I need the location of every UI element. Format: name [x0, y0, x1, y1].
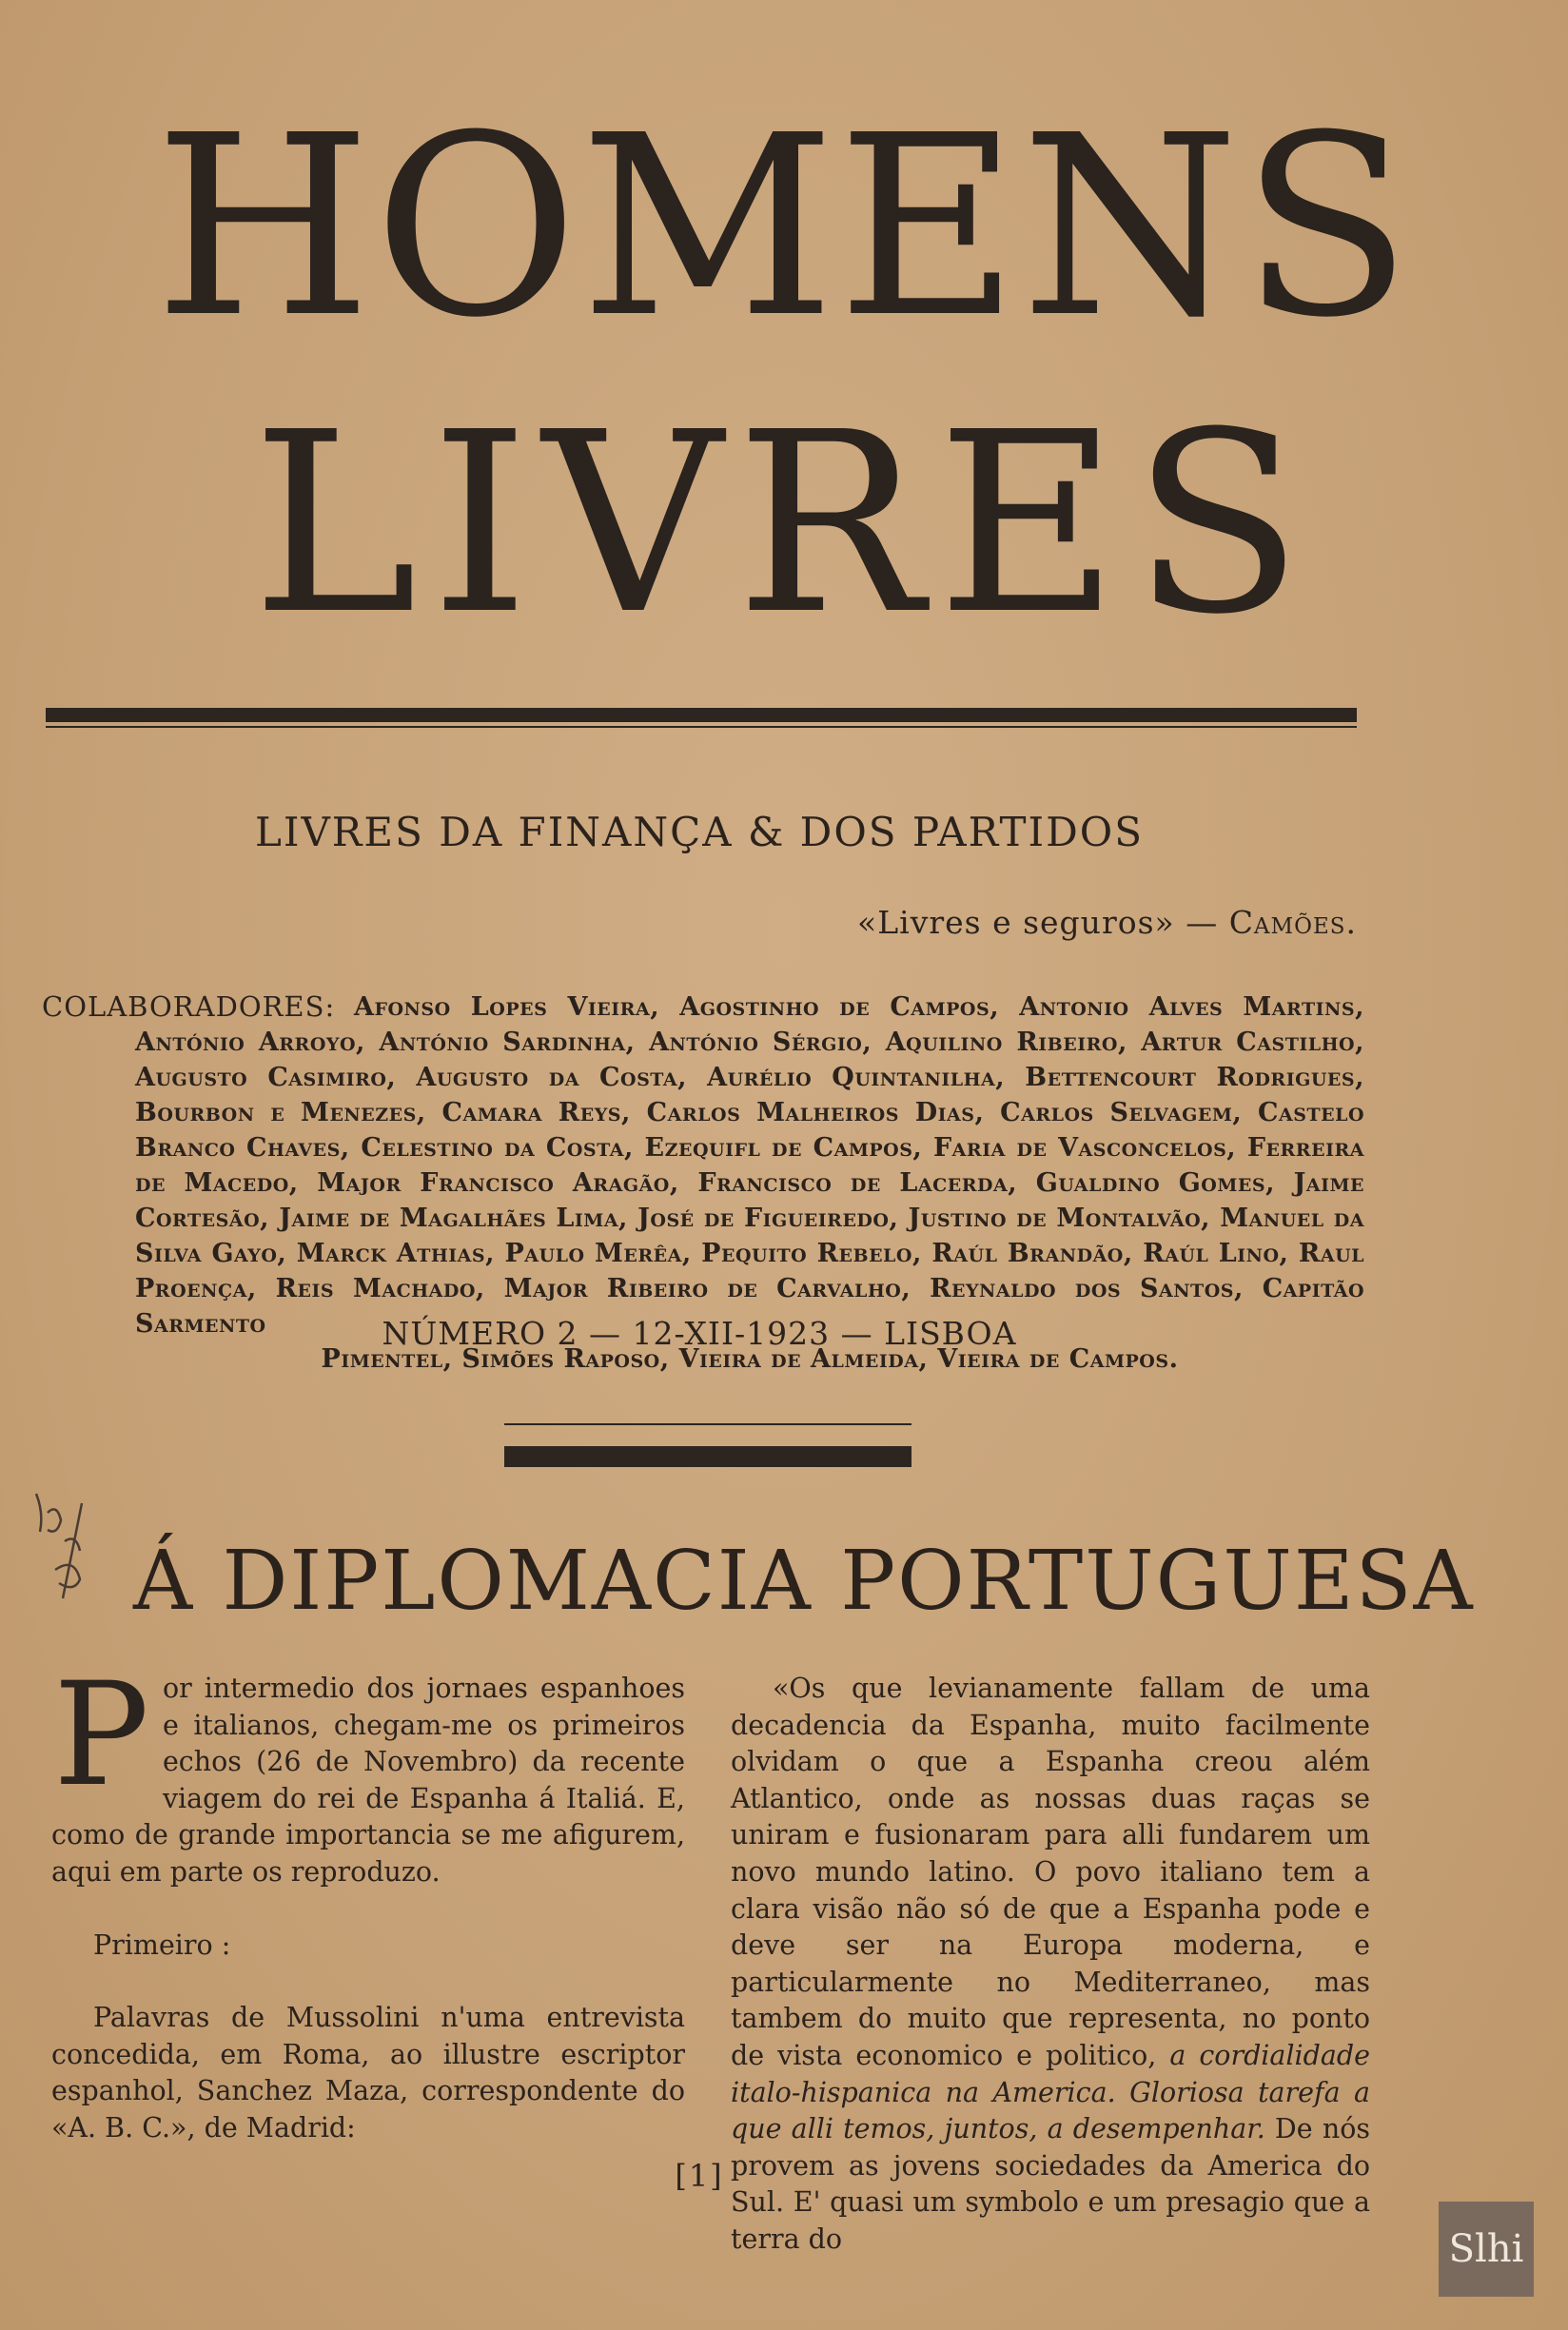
masthead-rule-thin — [46, 726, 1357, 728]
section-rule-thin — [504, 1423, 911, 1425]
article-quote-tail: De nós provem as jovens sociedades da America do Sul. E' quasi um symbolo e um presagio que a terra do — [731, 2113, 1370, 2255]
issue-line: NÚMERO 2 — 12-XII-1923 — LISBOA — [382, 1315, 1017, 1352]
article-column-left — [51, 1653, 685, 2147]
article-paragraph-2: Primeiro : — [93, 1929, 231, 1961]
article-headline: Á DIPLOMACIA PORTUGUESA — [133, 1534, 1475, 1629]
page-number: [1] — [675, 2158, 724, 2194]
article-paragraph-3: Palavras de Mussolini n'uma entrevista concedida, em Roma, ao illustre escriptor espanhol, Sanchez Maza, correspondente do «A. B. C.», de Madrid: — [51, 2002, 685, 2144]
epigraph-quote: «Livres e seguros» — — [857, 904, 1229, 941]
archive-logo: Slhi — [1439, 2202, 1534, 2297]
masthead-rule — [46, 708, 1357, 722]
masthead-title-line1: HOMENS — [154, 82, 1414, 372]
tagline: LIVRES DA FINANÇA & DOS PARTIDOS — [254, 809, 1145, 855]
section-rule — [504, 1446, 911, 1467]
handwritten-note — [27, 1484, 112, 1617]
article-paragraph-1-text: or intermedio dos jornaes espanhoes e italianos, chegam-me os primeiros echos (26 de Novembro) da recente viagem do rei de Espanha á Italiá. E, como de grande importancia se me afigurem, aqui em parte os reproduzo. — [51, 1673, 685, 1888]
article-paragraph-1 — [51, 1653, 685, 1891]
article-quote-italic: a cordialidade italo-hispanica na America. Gloriosa tarefa a que alli temos, juntos, a desempenhar. — [731, 2039, 1370, 2145]
collaborators-names-text: Afonso Lopes Vieira, Agostinho de Campos, Antonio Alves Martins, António Arroyo, António Sardinha, António Sérgio, Aquilino Ribeiro, Artur Castilho, Augusto Casimiro, Augusto da Costa, Aurélio Quintanilha, Bettencourt Rodrigues, Bourbon e Menezes, Camara Reys, Carlos Malheiros Dias, Carlos Selvagem, Castelo Branco Chaves, Celestino da Costa, Ezequifl de Campos, Faria de Vasconcelos, Ferreira de Macedo, Major Francisco Aragão, Francisco de Lacerda, Gualdino Gomes, Jaime Cortesão, Jaime de Magalhães Lima, José de Figueiredo, Justino de Montalvão, Manuel da Silva Gayo, Marck Athias, Paulo Merêa, Pequito Rebelo, Raúl Brandão, Raúl Lino, Raul Proença, Reis Machado, Major Ribeiro de Carvalho, Reynaldo dos Santos, Capitão Sarmento — [135, 992, 1364, 1339]
collaborators-names — [42, 989, 1364, 1341]
collaborators-tail: Pimentel, Simões Raposo, Vieira de Almeida, Vieira de Campos. — [321, 1344, 1179, 1374]
epigraph — [857, 904, 1357, 941]
article-quote-text: «Os que levianamente fallam de uma decadencia da Espanha, muito facilmente olvidam o que a Espanha creou além Atlantico, onde as nossas duas raças se uniram e fusionaram para alli fundarem um novo mundo latino. O povo italiano tem a clara visão não só de que a Espanha pode e deve ser na Europa moderna, e particularmente no Mediterraneo, mas tambem do muito que representa, no ponto de vista economico e politico, — [731, 1673, 1370, 2071]
collaborators-label: COLABORADORES: — [42, 990, 336, 1023]
masthead-title-line2: LIVRES — [251, 379, 1317, 669]
drop-cap: P — [53, 1653, 149, 1818]
epigraph-author: Camões. — [1228, 904, 1357, 941]
